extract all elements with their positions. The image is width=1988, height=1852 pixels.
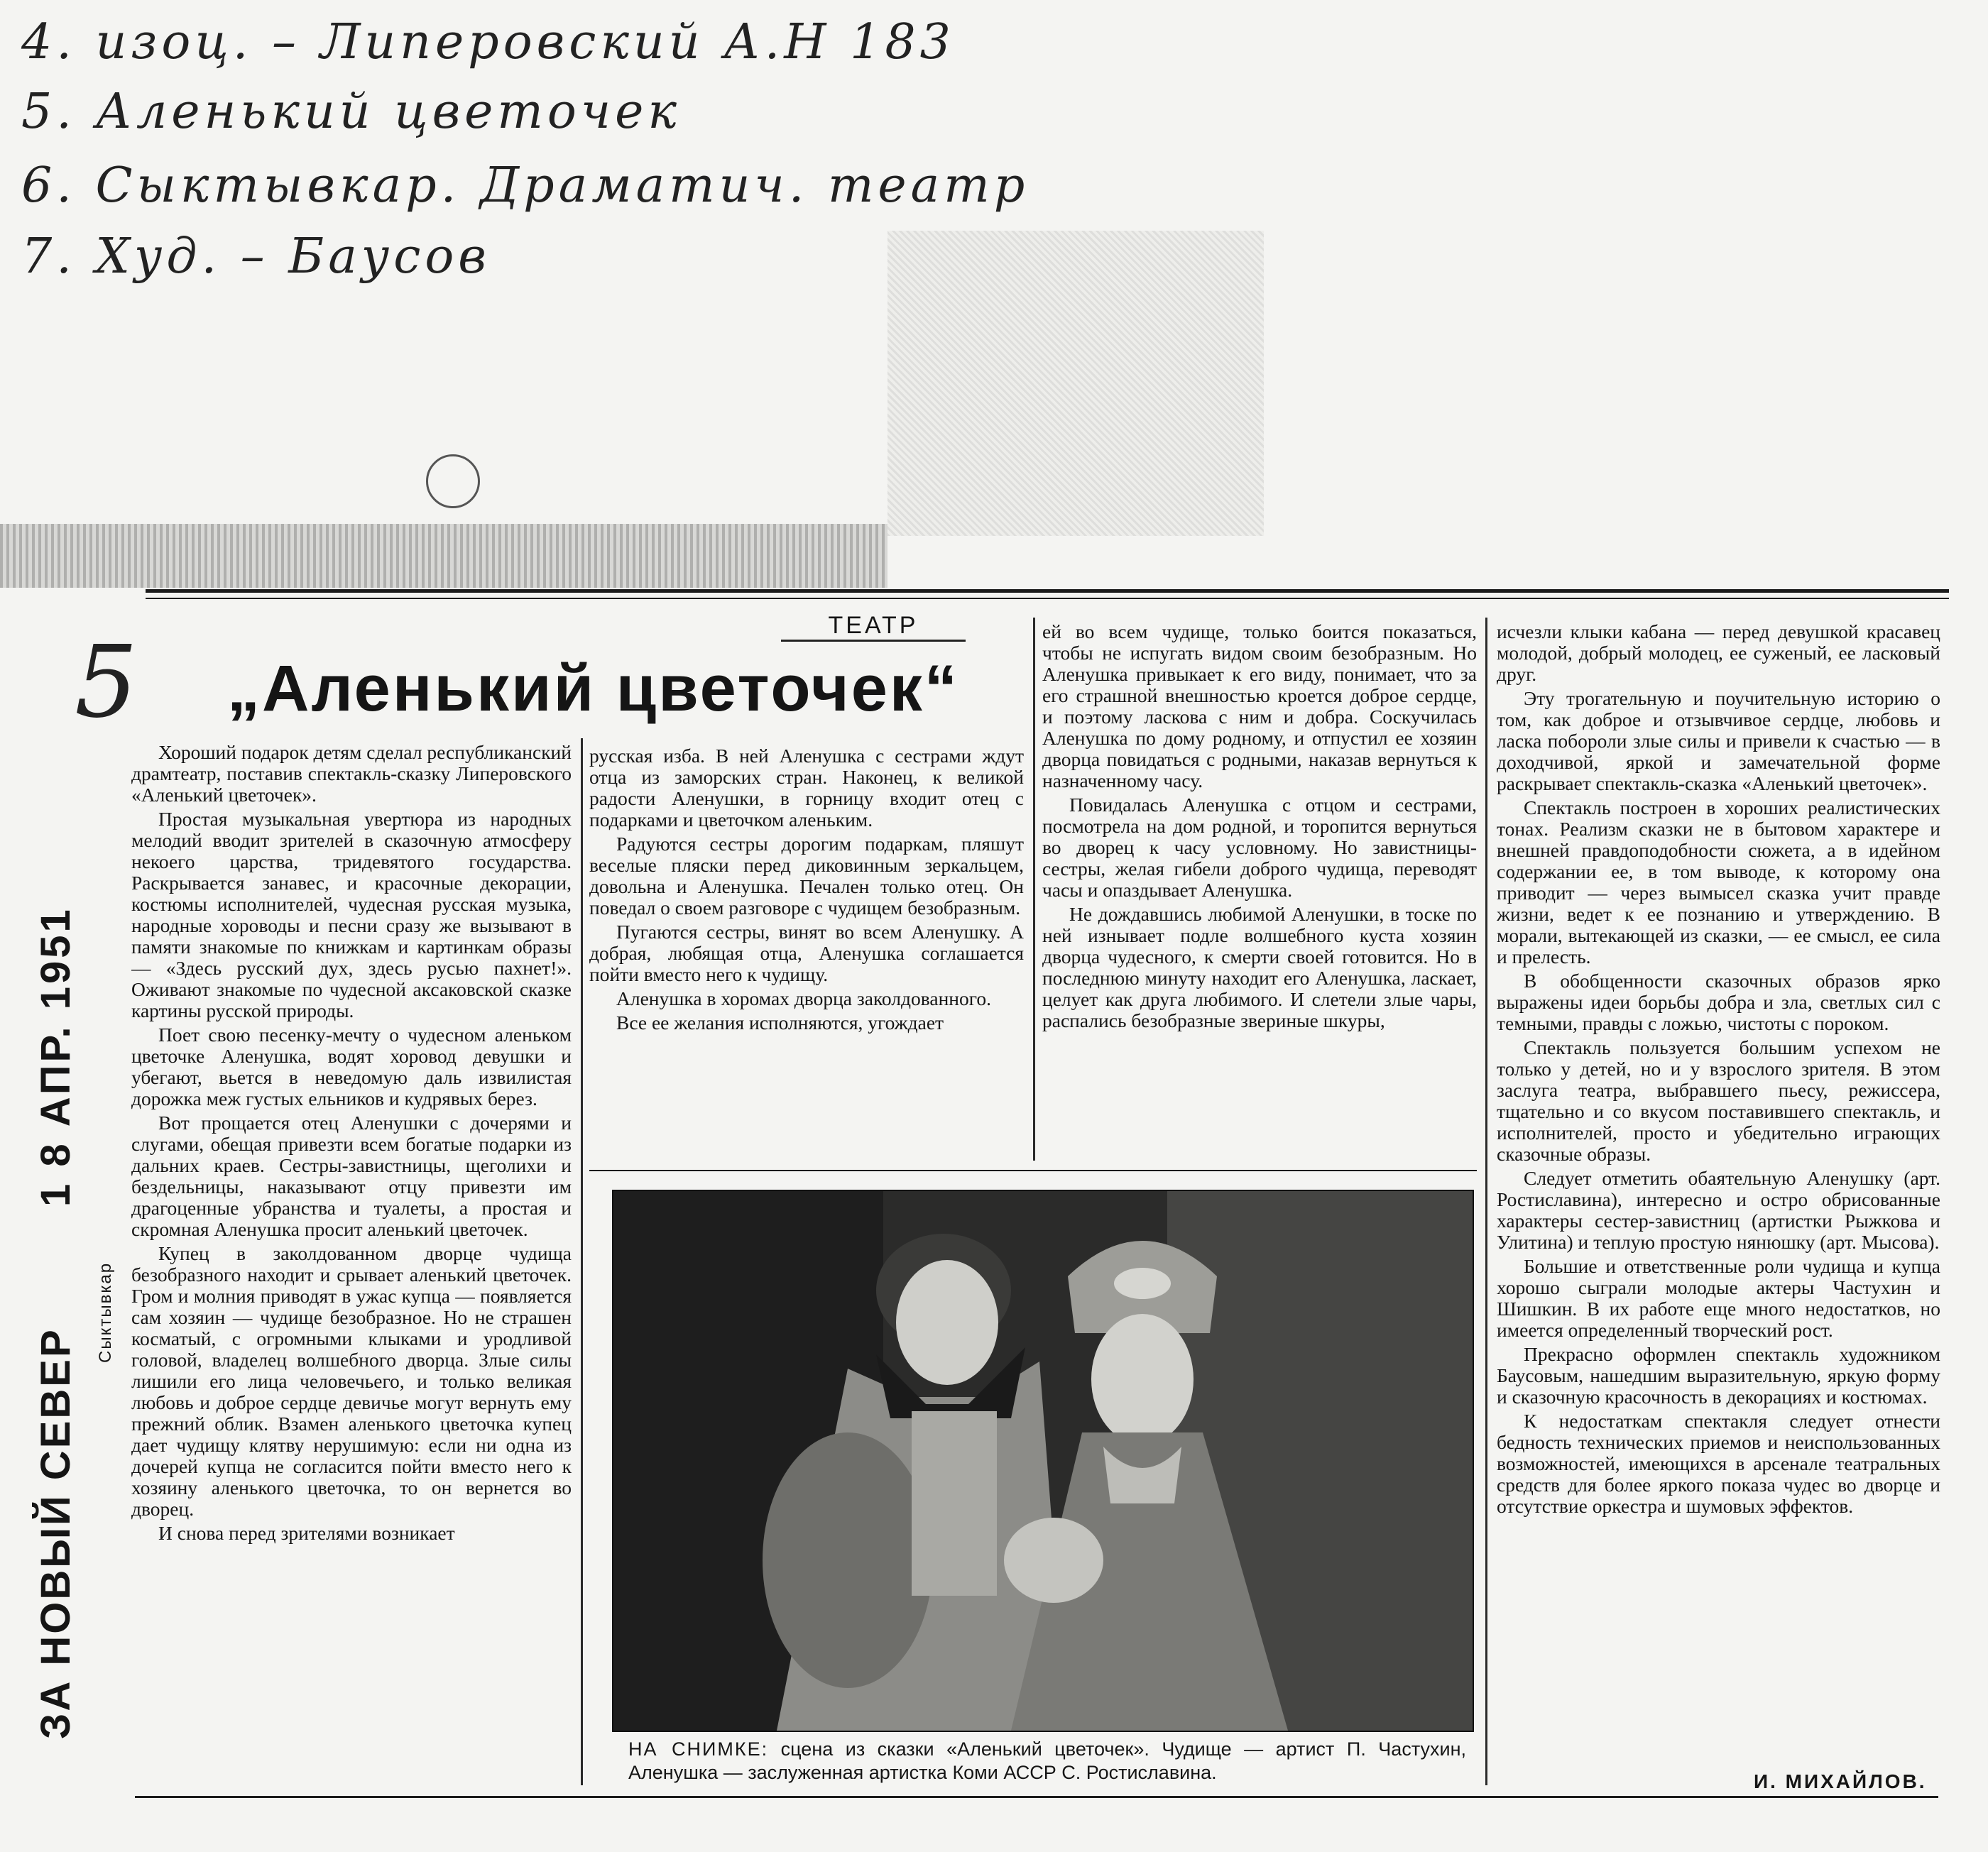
paragraph: К недостаткам спектакля следует отнести бедность технических приемов и неиспользованных возможностей, имеющихся в арсенале театральных средств для более яркого показа чудес во дворце и отсутствие оркестра и шумовых эффектов. <box>1497 1410 1940 1517</box>
paragraph: Спектакль построен в хороших реалистических тонах. Реализм сказки не в бытовом характере и внешней правдоподобности сюжета, а в идейном содержании ее, в том выводе, к которому она приводит — через вымысел сказка учит правде жизни, ведет к ее познанию и утверждению. В морали, вытекающей из сказки, — ее смысл, ее сила и прелесть. <box>1497 796 1940 968</box>
paragraph: Эту трогательную и поучительную историю о том, как доброе и отзывчивое сердце, любовь и ласка побороли злые силы и привели к счастью — в доходчивой, яркой и замечательной форме раскрывает спектакль-сказка «Аленький цветочек». <box>1497 687 1940 794</box>
paragraph: Все ее желания исполняются, угождает <box>616 1012 944 1034</box>
article-photo <box>612 1190 1474 1732</box>
bottom-rule <box>135 1796 1938 1798</box>
paragraph: ей во всем чудище, только боится показаться, чтобы не испугать видом своим безобразным. Но Аленушка привыкает к его виду, понимает, что за его страшной внешностью кроется доброе сердце, и поэтому ласкова с ним и добра. Соскучилась Аленушка по дому родному, и отпустил ее хозяин дворца повидаться с родными, наказав вернуться к назначенному часу. <box>1042 621 1477 791</box>
paragraph: Пугаются сестры, винят во всем Аленушку. А добрая, любящая отца, Аленушка соглашается пойти вместо него к чудищу. <box>589 921 1024 985</box>
author-signature: И. МИХАЙЛОВ. <box>1754 1770 1927 1792</box>
column-divider-1 <box>581 738 583 1785</box>
paragraph: Не дождавшись любимой Аленушки, в тоске по ней изнывает подле волшебного куста хозяин дворца чудесного, к смерти своей готовится. Но в последнюю минуту находит его Аленушка, ласкает, целует как друга любимого. И слетели злые чары, распались безобразные звериные шкуры, <box>1042 903 1477 1031</box>
paragraph: Купец в заколдованном дворце чудища безобразного находит и срывает аленький цветочек. Гром и молния приводят в ужас купца — появляется сам хозяин — чудище безобразное. Но не страшен косматый, с огромными клыками и уродливой головой, владелец волшебного дворца. Злые силы лишили его лица человечьего, и только великая любовь и доброе сердце девичье могут вернуть ему прежний облик. Взамен аленького цветочка купец дает чудищу клятву нерушимую: если ни одна из дочерей купца не согласится пойти вместо него к хозяину аленького цветочка, то он вернется во дворец. <box>131 1242 572 1520</box>
paragraph: Спектакль пользуется большим успехом не только у детей, но и у взрослого зрителя. В этом заслуга театра, выбравшего пьесу, режиссера, тщательно и со вкусом поставившего спектакль, и исполнителей, просто и убедительно играющих сказочные образы. <box>1497 1036 1940 1165</box>
handwritten-note-7: 7. Худ. – Баусов <box>21 229 491 285</box>
photo-caption-label: НА СНИМКЕ: <box>628 1738 769 1760</box>
column-divider-2 <box>1033 618 1035 1161</box>
paragraph: Прекрасно оформлен спектакль художником Баусовым, нашедшим выразительную, яркую форму и сказочную красочность в декорациях и костюмах. <box>1497 1343 1940 1408</box>
paragraph: Хороший подарок детям сделал республиканский драмтеатр, поставив спектакль-сказку Липеровского «Аленький цветочек». <box>131 742 572 806</box>
paragraph: русская изба. В ней Аленушка с сестрами ждут отца из заморских стран. Наконец, к великой радости Аленушки, в горницу входит отец с подарками и цветочком аленьким. <box>589 745 1024 831</box>
vertical-city-stamp: Сыктывкар <box>96 1261 115 1363</box>
paragraph: Повидалась Аленушка с отцом и сестрами, посмотрела на дом родной, и торопится вернуться во дворец к часу условному. Но завистницы-сестры, желая гибели доброго чудища, переводят часы и опаздывает Аленушка. <box>1042 794 1477 901</box>
paragraph: В обобщенности сказочных образов ярко выражены идеи борьбы добра и зла, светлых сил с темными, правды с ложью, чистоты с пороком. <box>1497 970 1940 1034</box>
photo-scene-illustration <box>613 1191 1473 1731</box>
article-column-2 <box>589 745 1024 1157</box>
photo-caption-text: сцена из сказки «Аленький цветочек». Чудище — артист П. Частухин, Аленушка — заслуженная артистка Коми АССР С. Ростиславина. <box>628 1738 1466 1783</box>
paragraph: Следует отметить обаятельную Аленушку (арт. Ростиславина), интересно и остро обрисованные характеры сестер-завистниц (артистки Рыжкова и Улитина) и теплую простую нянюшку (арт. Мысова). <box>1497 1167 1940 1253</box>
photo-caption <box>628 1738 1466 1785</box>
paragraph: Радуются сестры дорогим подаркам, пляшут веселые пляски перед диковинным зеркальцем, довольна и Аленушка. Печален только отец. Он поведал о своем разговоре с чудищем безобразным. <box>589 833 1024 919</box>
handwritten-note-4: 4. изоц. – Липеровский А.Н 183 <box>21 14 955 70</box>
section-rubric: ТЕАТР <box>781 612 966 642</box>
paragraph: Большие и ответственные роли чудища и купца хорошо сыграли молодые актеры Частухин и Шишкин. В их работе еще много недостатков, но имеется определенный творческий рост. <box>1497 1255 1940 1341</box>
top-thin-rule <box>146 598 1949 599</box>
column-divider-3 <box>1485 618 1487 1785</box>
photo-top-rule <box>589 1170 1477 1171</box>
clipping-torn-edge <box>0 524 888 588</box>
margin-handwritten-five: 5 <box>75 625 138 740</box>
article-column-1 <box>131 742 572 1789</box>
paragraph: Простая музыкальная увертюра из народных мелодий вводит зрителей в сказочную атмосферу некоего царства, тридевятого государства. Раскрывается занавес, и красочные декорации, костюмы исполнителей, чудесная русская музыка, народные хороводы и песни сразу же вызывают в памяти знакомые по книжкам и картинкам образы — «Здесь русский дух, здесь русью пахнет!». Оживают знакомые по чудесной аксаковской сказке картины русской природы. <box>131 808 572 1021</box>
article-column-4 <box>1497 621 1940 1765</box>
article-headline: „Аленький цветочек“ <box>227 652 959 725</box>
handwritten-note-5: 5. Аленький цветочек <box>21 84 681 140</box>
paragraph: Вот прощается отец Аленушки с дочерями и слугами, обещая привезти всем богатые подарки из дальних краев. Сестры-завистницы, щеголихи и бездельницы, наказывают отцу привезти им драгоценные убранства и туалеты, а простая и скромная Аленушка просит аленький цветочек. <box>131 1112 572 1240</box>
paragraph: И снова перед зрителями возникает <box>158 1522 455 1544</box>
paragraph: исчезли клыки кабана — перед девушкой красавец молодой, добрый молодец, ее суженый, ее ласковый друг. <box>1497 621 1940 685</box>
scan-artifact-patch <box>888 231 1264 536</box>
top-double-rule <box>146 589 1949 593</box>
vertical-newspaper-name: ЗА НОВЫЙ СЕВЕР <box>33 1327 79 1739</box>
vertical-date-stamp: 1 8 АПР. 1951 <box>33 906 79 1207</box>
handwritten-note-6: 6. Сыктывкар. Драматич. театр <box>21 158 1030 214</box>
article-column-3 <box>1042 621 1477 1161</box>
paragraph: Аленушка в хоромах дворца заколдованного. <box>616 987 991 1009</box>
scan-artifact-circle <box>426 454 480 508</box>
paragraph: Поет свою песенку-мечту о чудесном аленьком цветочке Аленушка, водят хоровод девушки и убегают, вьется в неведомую даль извилистая дорожка меж густых ельников и кудрявых берез. <box>131 1024 572 1109</box>
